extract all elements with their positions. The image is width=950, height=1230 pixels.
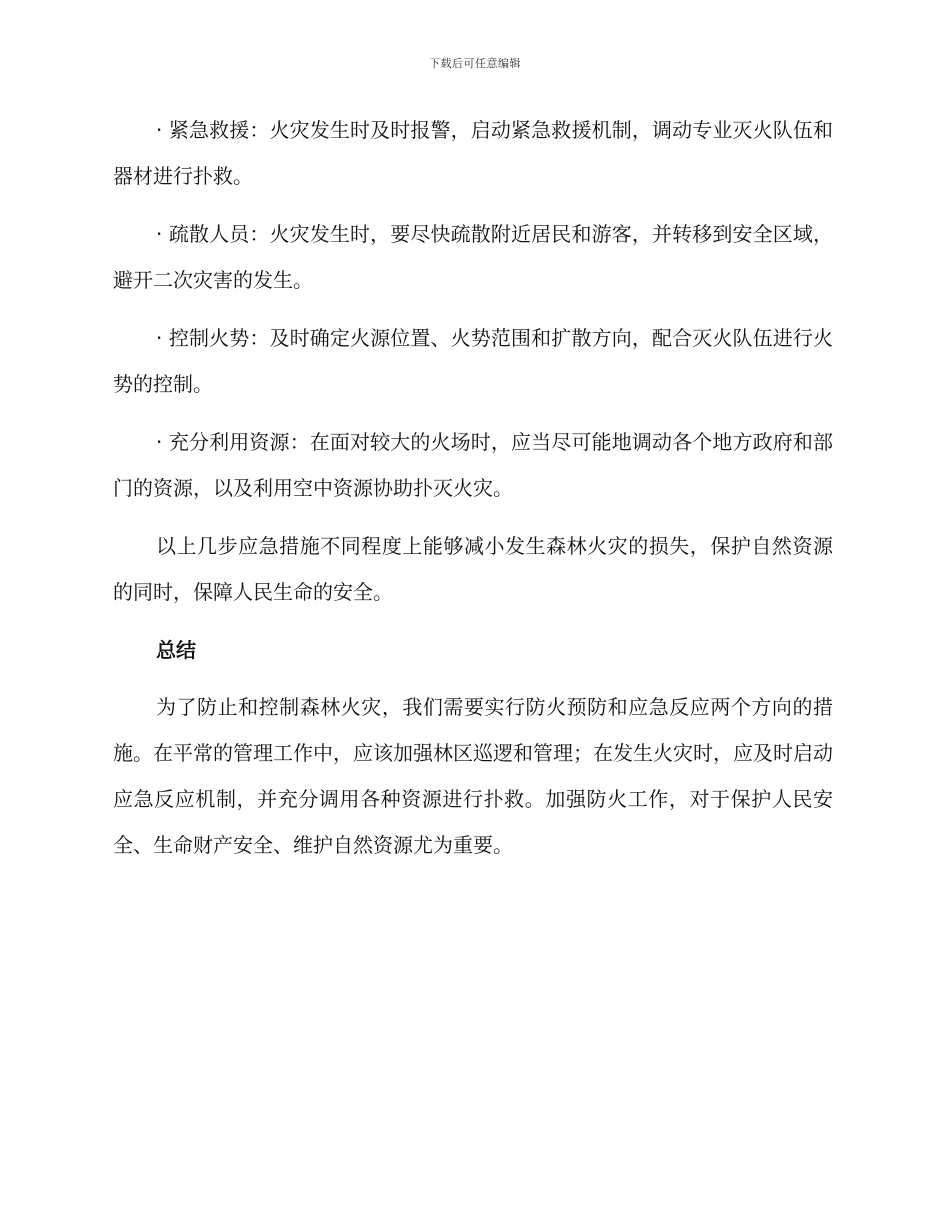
summary-paragraph: 为了防止和控制森林火灾，我们需要实行防火预防和应急反应两个方向的措施。在平常的管理工作中，应该加强林区巡逻和管理；在发生火灾时，应及时启动应急反应机制，并充分调用各种资源进行扑救。加强防火工作，对于保护人民安全、生命财产安全、维护自然资源尤为重要。 [113, 695, 833, 857]
bullet-control-fire: · 控制火势：及时确定火源位置、火势范围和扩散方向，配合灭火队伍进行火势的控制。 [113, 326, 833, 396]
summary-heading: 总结 [156, 638, 196, 662]
document-body [113, 107, 833, 880]
page-header-note: 下载后可任意编辑 [429, 57, 521, 70]
bullet-use-resources: · 充分利用资源：在面对较大的火场时，应当尽可能地调动各个地方政府和部门的资源，以及利用空中资源协助扑灭火灾。 [113, 430, 833, 500]
conclusion-paragraph: 以上几步应急措施不同程度上能够减小发生森林火灾的损失，保护自然资源的同时，保障人民生命的安全。 [113, 534, 833, 604]
bullet-emergency-rescue: · 紧急救援：火灾发生时及时报警，启动紧急救援机制，调动专业灭火队伍和器材进行扑救。 [113, 118, 833, 188]
bullet-evacuate-people: · 疏散人员：火灾发生时，要尽快疏散附近居民和游客，并转移到安全区域，避开二次灾害的发生。 [113, 222, 833, 292]
